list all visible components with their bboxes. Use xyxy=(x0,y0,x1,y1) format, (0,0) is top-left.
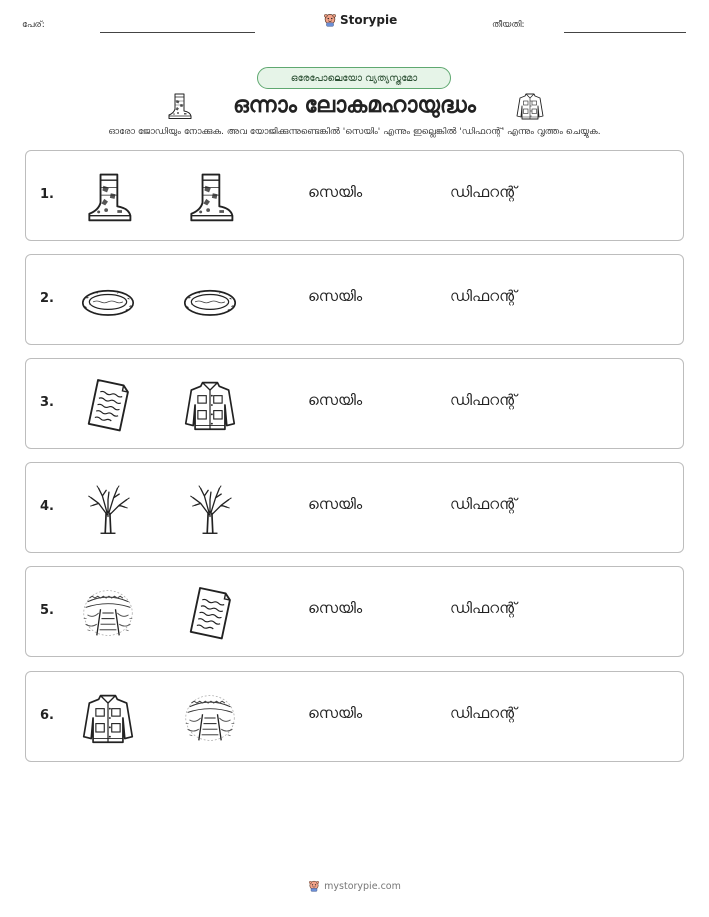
footer-url: mystorypie.com xyxy=(324,880,401,892)
crater-icon xyxy=(80,273,136,329)
question-number: 1. xyxy=(40,187,54,202)
mascot-icon xyxy=(308,880,320,892)
option-same[interactable]: സെയിം xyxy=(308,183,363,201)
tree-icon xyxy=(182,481,238,537)
option-same[interactable]: സെയിം xyxy=(308,599,363,617)
tree-icon xyxy=(80,481,136,537)
option-same[interactable]: സെയിം xyxy=(308,495,363,513)
jacket-icon xyxy=(515,91,545,121)
question-row xyxy=(25,254,684,345)
brand-name: Storypie xyxy=(340,13,398,27)
option-different[interactable]: ഡിഫറന്റ് xyxy=(450,391,517,409)
jacket-icon xyxy=(80,690,136,746)
page-title: ഒന്നാം ലോകമഹായുദ്ധം xyxy=(233,93,476,118)
crater-icon xyxy=(182,273,238,329)
option-different[interactable]: ഡിഫറന്റ് xyxy=(450,287,517,305)
letter-icon xyxy=(182,585,238,641)
boot-icon xyxy=(182,169,238,225)
question-row xyxy=(25,671,684,762)
option-same[interactable]: സെയിം xyxy=(308,287,363,305)
question-row xyxy=(25,462,684,553)
question-number: 4. xyxy=(40,499,54,514)
option-different[interactable]: ഡിഫറന്റ് xyxy=(450,704,517,722)
question-row xyxy=(25,150,684,241)
letter-icon xyxy=(80,377,136,433)
option-different[interactable]: ഡിഫറന്റ് xyxy=(450,599,517,617)
date-line[interactable] xyxy=(564,32,686,33)
option-same[interactable]: സെയിം xyxy=(308,391,363,409)
question-number: 6. xyxy=(40,708,54,723)
question-number: 2. xyxy=(40,291,54,306)
brand-logo xyxy=(323,13,397,27)
question-row xyxy=(25,358,684,449)
question-row xyxy=(25,566,684,657)
trench-icon xyxy=(80,585,136,641)
question-number: 3. xyxy=(40,395,54,410)
date-label: തീയതി: xyxy=(492,20,525,30)
trench-icon xyxy=(182,690,238,746)
worksheet-type-badge: ഒരേപോലെയോ വ്യത്യസ്തമോ xyxy=(257,67,451,89)
name-line[interactable] xyxy=(100,32,255,33)
question-number: 5. xyxy=(40,603,54,618)
boot-icon xyxy=(80,169,136,225)
option-different[interactable]: ഡിഫറന്റ് xyxy=(450,183,517,201)
instructions: ഓരോ ജോഡിയും നോക്കുക. അവ യോജിക്കുന്നുണ്ടെങ്കിൽ 'സെയിം' എന്നും ഇല്ലെങ്കിൽ 'ഡിഫറന്റ്' എന്നും വൃത്തം ചെയ്യുക. xyxy=(108,127,601,137)
footer xyxy=(0,880,709,892)
option-same[interactable]: സെയിം xyxy=(308,704,363,722)
name-label: പേര്: xyxy=(22,20,45,30)
option-different[interactable]: ഡിഫറന്റ് xyxy=(450,495,517,513)
mascot-icon xyxy=(323,13,337,27)
jacket-icon xyxy=(182,377,238,433)
